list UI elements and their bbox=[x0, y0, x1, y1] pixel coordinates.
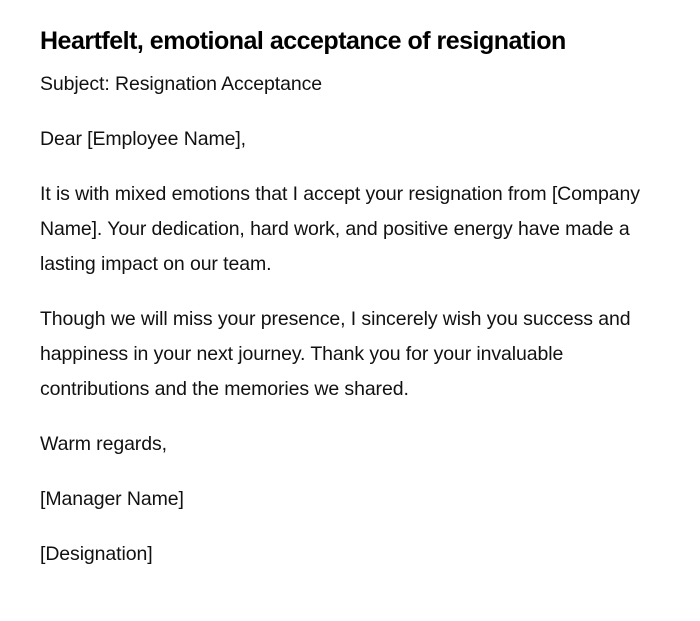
letter-document bbox=[40, 24, 660, 592]
subject-line: Subject: Resignation Acceptance bbox=[40, 73, 323, 95]
body-paragraph: Though we will miss your presence, I sincerely wish you success and happiness in your next journey. Thank you for your invaluable contributions and the memories we shared. bbox=[40, 308, 631, 400]
body-paragraph: It is with mixed emotions that I accept your resignation from [Company Name]. Your dedication, hard work, and positive energy have made a lasting impact on our team. bbox=[40, 183, 640, 275]
document-title: Heartfelt, emotional acceptance of resignation bbox=[40, 27, 566, 55]
greeting: Dear [Employee Name], bbox=[40, 128, 246, 150]
signature-title: [Designation] bbox=[40, 543, 153, 565]
signature-name: [Manager Name] bbox=[40, 488, 184, 510]
closing: Warm regards, bbox=[40, 433, 167, 455]
